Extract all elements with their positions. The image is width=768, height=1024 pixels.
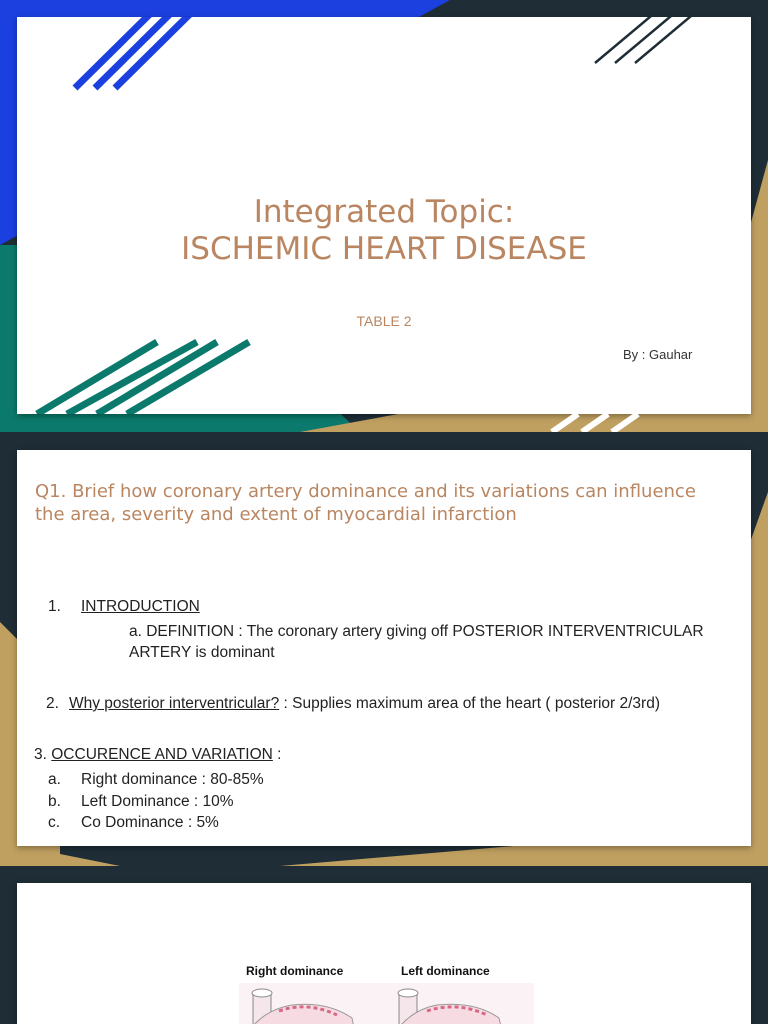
variation-a-letter: a.	[48, 771, 61, 788]
item-2-number: 2.	[46, 695, 59, 712]
variation-b-text: Left Dominance : 10%	[81, 793, 234, 810]
item-1-number: 1.	[48, 598, 61, 615]
question-slide-card	[17, 450, 751, 846]
item-2-text: : Supplies maximum area of the heart ( posterior 2/3rd)	[279, 695, 660, 712]
item-3-number: 3.	[34, 746, 47, 763]
left-dominance-label: Left dominance	[401, 964, 490, 978]
diagram-slide-card	[17, 883, 751, 1024]
slide-2	[0, 432, 768, 866]
variation-c-letter: c.	[48, 814, 61, 831]
slide-1-foreground-stripes	[0, 0, 768, 432]
right-dominance-label: Right dominance	[246, 964, 344, 978]
variation-c-text: Co Dominance : 5%	[81, 814, 219, 831]
item-3-heading: OCCURENCE AND VARIATION	[51, 746, 273, 763]
subtitle: TABLE 2	[356, 313, 412, 329]
heart-diagram	[17, 883, 751, 1024]
item-2-line	[69, 693, 660, 714]
item-3-line	[34, 744, 282, 765]
title-line-1: Integrated Topic:	[253, 194, 515, 230]
item-1-heading: INTRODUCTION	[81, 598, 200, 615]
question-heading: Q1. Brief how coronary artery dominance and its variations can influence the area, severity and extent of myocardial infarction	[35, 481, 696, 525]
slide-3	[0, 866, 768, 1024]
variation-a-text: Right dominance : 80-85%	[81, 771, 264, 788]
title-line-2: ISCHEMIC HEART DISEASE	[181, 231, 587, 267]
variation-b-letter: b.	[48, 793, 61, 810]
author: By : Gauhar	[623, 347, 693, 362]
item-3-colon: :	[272, 746, 282, 763]
item-2-heading: Why posterior interventricular?	[69, 695, 280, 712]
slide-1	[0, 0, 768, 432]
item-1a-line-2: ARTERY is dominant	[129, 644, 275, 661]
item-1a-line-1: a. DEFINITION : The coronary artery giving off POSTERIOR INTERVENTRICULAR	[129, 623, 704, 640]
